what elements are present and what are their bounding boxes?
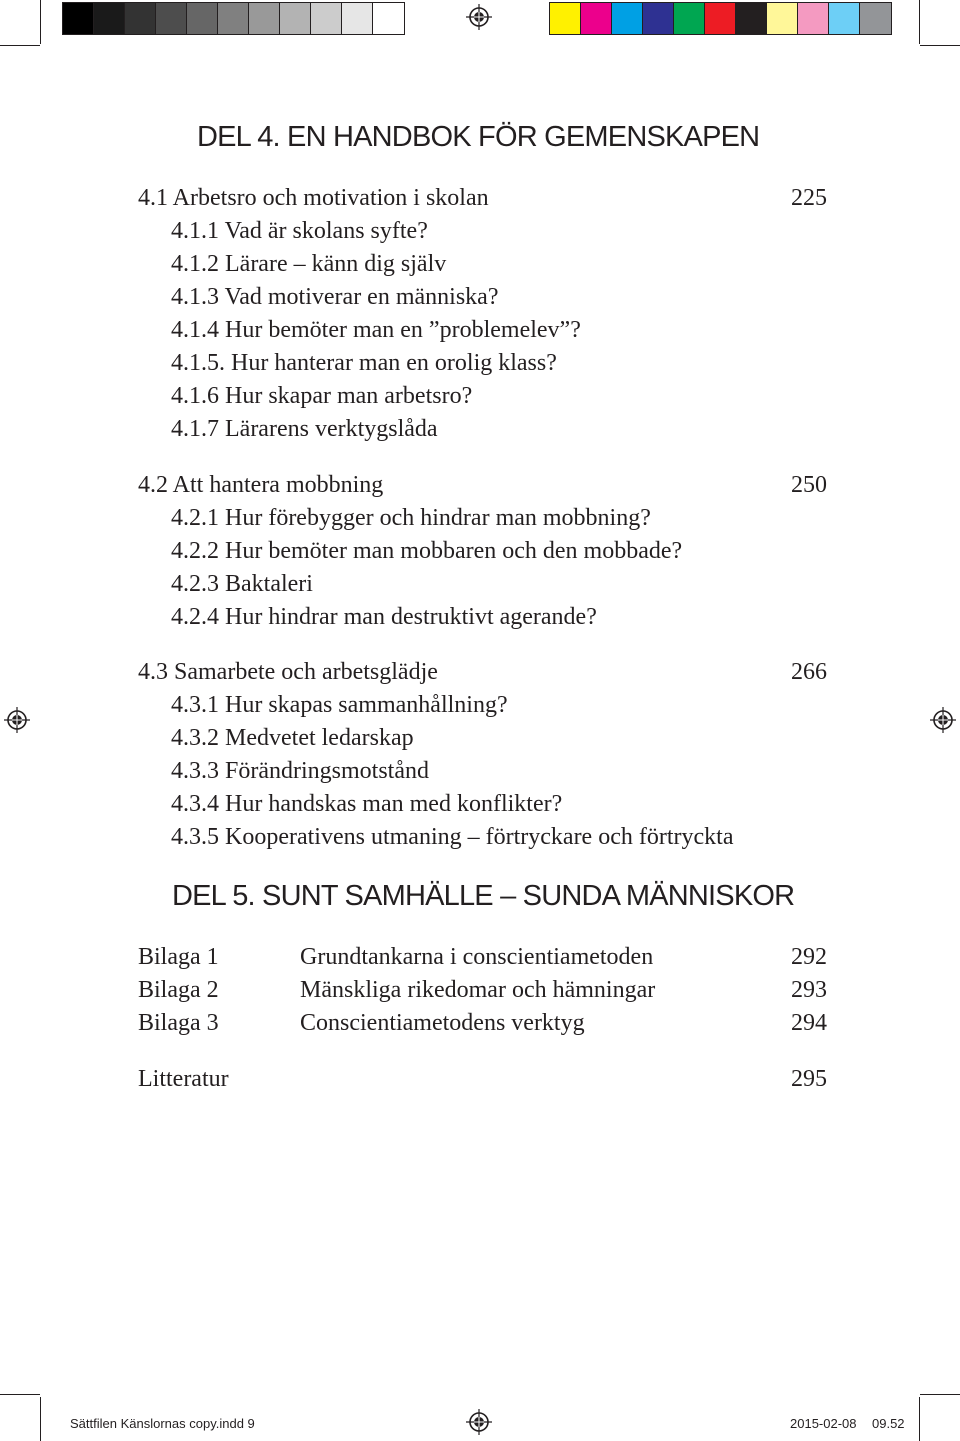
- toc-subsection: 4.1.6 Hur skapar man arbetsro?: [171, 383, 473, 409]
- part-5-heading: DEL 5. SUNT SAMHÄLLE – SUNDA MÄNNISKOR: [172, 880, 795, 912]
- appendix-label: Bilaga 2: [138, 977, 219, 1003]
- registration-mark-icon: [466, 1409, 492, 1435]
- toc-subsection: 4.2.3 Baktaleri: [171, 571, 313, 597]
- process-color-bar: [549, 2, 892, 35]
- toc-page-number: 294: [791, 1010, 827, 1036]
- color-swatch: [798, 3, 829, 34]
- slug-filename: Sättfilen Känslornas copy.indd 9: [70, 1416, 255, 1431]
- toc-page-number: 293: [791, 977, 827, 1003]
- color-swatch: [342, 3, 373, 34]
- slug-time: 09.52: [872, 1416, 905, 1431]
- appendix-label: Bilaga 1: [138, 944, 219, 970]
- color-swatch: [280, 3, 311, 34]
- color-swatch: [373, 3, 404, 34]
- color-swatch: [581, 3, 612, 34]
- color-swatch: [125, 3, 156, 34]
- toc-subsection: 4.3.3 Förändringsmotstånd: [171, 758, 429, 784]
- toc-section-title: 4.3 Samarbete och arbetsglädje: [138, 659, 438, 685]
- toc-subsection: 4.1.7 Lärarens verktygslåda: [171, 416, 438, 442]
- part-4-heading: DEL 4. EN HANDBOK FÖR GEMENSKAPEN: [197, 121, 760, 153]
- color-swatch: [156, 3, 187, 34]
- appendix-title: Grundtankarna i conscientiametoden: [300, 944, 654, 970]
- crop-mark: [40, 1397, 41, 1441]
- toc-subsection: 4.2.1 Hur förebygger och hindrar man mobbning?: [171, 505, 651, 531]
- toc-subsection: 4.2.4 Hur hindrar man destruktivt agerande?: [171, 604, 597, 630]
- toc-subsection: 4.1.4 Hur bemöter man en ”problemelev”?: [171, 317, 581, 343]
- appendix-title: Mänskliga rikedomar och hämningar: [300, 977, 656, 1003]
- registration-mark-icon: [930, 707, 956, 733]
- color-swatch: [829, 3, 860, 34]
- toc-subsection: 4.1.3 Vad motiverar en människa?: [171, 284, 499, 310]
- color-swatch: [249, 3, 280, 34]
- crop-mark: [919, 0, 920, 44]
- appendix-title: Conscientiametodens verktyg: [300, 1010, 585, 1036]
- crop-mark: [920, 45, 960, 46]
- toc-subsection: 4.1.5. Hur hanterar man en orolig klass?: [171, 350, 557, 376]
- color-swatch: [218, 3, 249, 34]
- toc-page-number: 295: [791, 1066, 827, 1092]
- color-swatch: [860, 3, 891, 34]
- registration-mark-icon: [4, 707, 30, 733]
- toc-page-number: 250: [791, 472, 827, 498]
- registration-mark-icon: [466, 4, 492, 30]
- toc-subsection: 4.3.4 Hur handskas man med konflikter?: [171, 791, 563, 817]
- color-swatch: [550, 3, 581, 34]
- crop-mark: [0, 45, 40, 46]
- color-swatch: [63, 3, 94, 34]
- color-swatch: [736, 3, 767, 34]
- toc-section-title: 4.2 Att hantera mobbning: [138, 472, 384, 498]
- toc-page-number: 225: [791, 185, 827, 211]
- crop-mark: [920, 1394, 960, 1395]
- toc-subsection: 4.3.2 Medvetet ledarskap: [171, 725, 414, 751]
- literature-label: Litteratur: [138, 1066, 229, 1092]
- color-swatch: [643, 3, 674, 34]
- grayscale-color-bar: [62, 2, 405, 35]
- crop-mark: [40, 0, 41, 44]
- crop-mark: [0, 1394, 40, 1395]
- color-swatch: [187, 3, 218, 34]
- crop-mark: [919, 1397, 920, 1441]
- color-swatch: [705, 3, 736, 34]
- appendix-label: Bilaga 3: [138, 1010, 219, 1036]
- color-swatch: [767, 3, 798, 34]
- toc-subsection: 4.1.2 Lärare – känn dig själv: [171, 251, 447, 277]
- toc-subsection: 4.1.1 Vad är skolans syfte?: [171, 218, 428, 244]
- color-swatch: [612, 3, 643, 34]
- slug-date: 2015-02-08: [790, 1416, 857, 1431]
- toc-page-number: 292: [791, 944, 827, 970]
- toc-subsection: 4.3.1 Hur skapas sammanhållning?: [171, 692, 508, 718]
- color-swatch: [311, 3, 342, 34]
- toc-section-title: 4.1 Arbetsro och motivation i skolan: [138, 185, 489, 211]
- toc-page-number: 266: [791, 659, 827, 685]
- toc-subsection: 4.3.5 Kooperativens utmaning – förtryckare och förtryckta: [171, 824, 734, 850]
- toc-subsection: 4.2.2 Hur bemöter man mobbaren och den mobbade?: [171, 538, 683, 564]
- color-swatch: [674, 3, 705, 34]
- color-swatch: [94, 3, 125, 34]
